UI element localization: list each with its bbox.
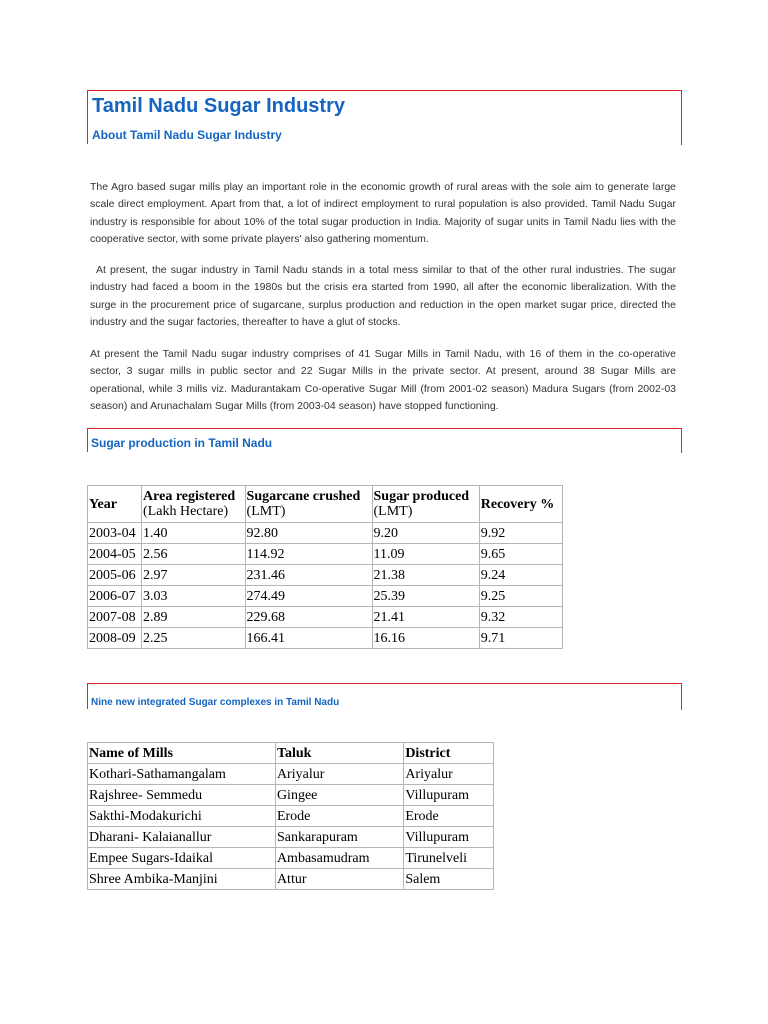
col-area-unit: (Lakh Hectare) — [143, 504, 229, 519]
production-table — [87, 485, 563, 649]
cell: 2.97 — [142, 565, 246, 586]
cell: 2005-06 — [88, 565, 142, 586]
cell: 166.41 — [245, 628, 372, 649]
crisis-paragraph: At present, the sugar industry in Tamil Nadu stands in a total mess similar to that of the other rural industries. The sugar industry had faced a boom in the 1980s but the crisis era started from 1990, all after the economic liberalization. With the surge in the procurement price of sugarcane, surplus production and reduction in the open market sugar price, directed the industry and the sugar factories, thereafter to have a glut of stocks. — [90, 264, 676, 329]
cell: 2007-08 — [88, 607, 142, 628]
table-row — [88, 607, 563, 628]
cell: 2003-04 — [88, 523, 142, 544]
cell: Salem — [404, 869, 494, 890]
title-box — [88, 90, 682, 145]
cell: 2006-07 — [88, 586, 142, 607]
cell: 25.39 — [372, 586, 479, 607]
table-row — [88, 869, 494, 890]
col-crushed-label: Sugarcane crushed — [246, 489, 361, 504]
cell: Shree Ambika-Manjini — [88, 869, 276, 890]
mills-count-paragraph: At present the Tamil Nadu sugar industry comprises of 41 Sugar Mills in Tamil Nadu, with 16 of them in the co-operative sector, 3 sugar mills in public sector and 22 Sugar Mills in the private sector. At present, around 38 Sugar Mills are operational, while 3 mills viz. Madurantakam Co-operative Sugar Mill (from 2001-02 season) Madura Sugars (from 2002-03 season) and Arunachalam Sugar Mills (from 2003-04 season) have stopped functioning. — [90, 348, 676, 413]
col-district: District — [404, 743, 494, 764]
table-header-row — [88, 743, 494, 764]
col-year — [88, 486, 142, 523]
cell: Rajshree- Semmedu — [88, 785, 276, 806]
cell: 2008-09 — [88, 628, 142, 649]
cell: 1.40 — [142, 523, 246, 544]
col-recovery — [479, 486, 562, 523]
cell: 11.09 — [372, 544, 479, 565]
cell: 21.41 — [372, 607, 479, 628]
cell: 16.16 — [372, 628, 479, 649]
col-area — [142, 486, 246, 523]
cell: Gingee — [275, 785, 403, 806]
cell: Empee Sugars-Idaikal — [88, 848, 276, 869]
cell: 3.03 — [142, 586, 246, 607]
col-crushed-unit: (LMT) — [246, 504, 286, 519]
production-heading: Sugar production in Tamil Nadu — [91, 436, 273, 450]
cell: 114.92 — [245, 544, 372, 565]
cell: 231.46 — [245, 565, 372, 586]
cell: 274.49 — [245, 586, 372, 607]
table-row — [88, 523, 563, 544]
intro-paragraph: The Agro based sugar mills play an important role in the economic growth of rural areas with the sole aim to generate large scale direct employment. Apart from that, a lot of indirect employment to rural population is also provided. Tamil Nadu Sugar industry is responsible for about 10% of the total sugar production in India. Majority of sugar units in Tamil Nadu lies with the cooperative sector, with some private players' also gathering momentum. — [90, 181, 676, 246]
cell: 2.25 — [142, 628, 246, 649]
cell: 9.25 — [479, 586, 562, 607]
cell: 9.20 — [372, 523, 479, 544]
table-row — [88, 806, 494, 827]
cell: 2004-05 — [88, 544, 142, 565]
cell: Villupuram — [404, 785, 494, 806]
col-recovery-label: Recovery % — [480, 496, 555, 512]
cell: 9.92 — [479, 523, 562, 544]
cell: Dharani- Kalaianallur — [88, 827, 276, 848]
production-heading-box — [88, 428, 682, 453]
mills-table — [87, 742, 494, 890]
cell: 229.68 — [245, 607, 372, 628]
col-produced-unit: (LMT) — [373, 504, 413, 519]
cell: Ambasamudram — [275, 848, 403, 869]
table-row — [88, 544, 563, 565]
col-produced-label: Sugar produced — [373, 489, 470, 504]
cell: Erode — [275, 806, 403, 827]
cell: Ariyalur — [404, 764, 494, 785]
cell: 2.56 — [142, 544, 246, 565]
cell: 2.89 — [142, 607, 246, 628]
cell: 21.38 — [372, 565, 479, 586]
cell: Villupuram — [404, 827, 494, 848]
table-row — [88, 764, 494, 785]
col-year-label: Year — [89, 496, 117, 512]
page-title: Tamil Nadu Sugar Industry — [92, 95, 345, 117]
table-row — [88, 586, 563, 607]
cell: Ariyalur — [275, 764, 403, 785]
cell: 9.24 — [479, 565, 562, 586]
cell: 9.71 — [479, 628, 562, 649]
cell: Sankarapuram — [275, 827, 403, 848]
cell: Erode — [404, 806, 494, 827]
cell: 92.80 — [245, 523, 372, 544]
mills-heading: Nine new integrated Sugar complexes in Tamil Nadu — [91, 697, 340, 708]
mills-heading-box — [88, 683, 682, 710]
cell: Attur — [275, 869, 403, 890]
col-crushed — [245, 486, 372, 523]
table-header-row — [88, 486, 563, 523]
col-taluk: Taluk — [275, 743, 403, 764]
col-mill-name: Name of Mills — [88, 743, 276, 764]
cell: 9.65 — [479, 544, 562, 565]
cell: Tirunelveli — [404, 848, 494, 869]
table-row — [88, 565, 563, 586]
cell: 9.32 — [479, 607, 562, 628]
cell: Sakthi-Modakurichi — [88, 806, 276, 827]
table-row — [88, 827, 494, 848]
table-row — [88, 785, 494, 806]
about-heading: About Tamil Nadu Sugar Industry — [92, 128, 282, 142]
table-row — [88, 628, 563, 649]
col-produced — [372, 486, 479, 523]
table-row — [88, 848, 494, 869]
col-area-label: Area registered — [143, 489, 236, 504]
cell: Kothari-Sathamangalam — [88, 764, 276, 785]
